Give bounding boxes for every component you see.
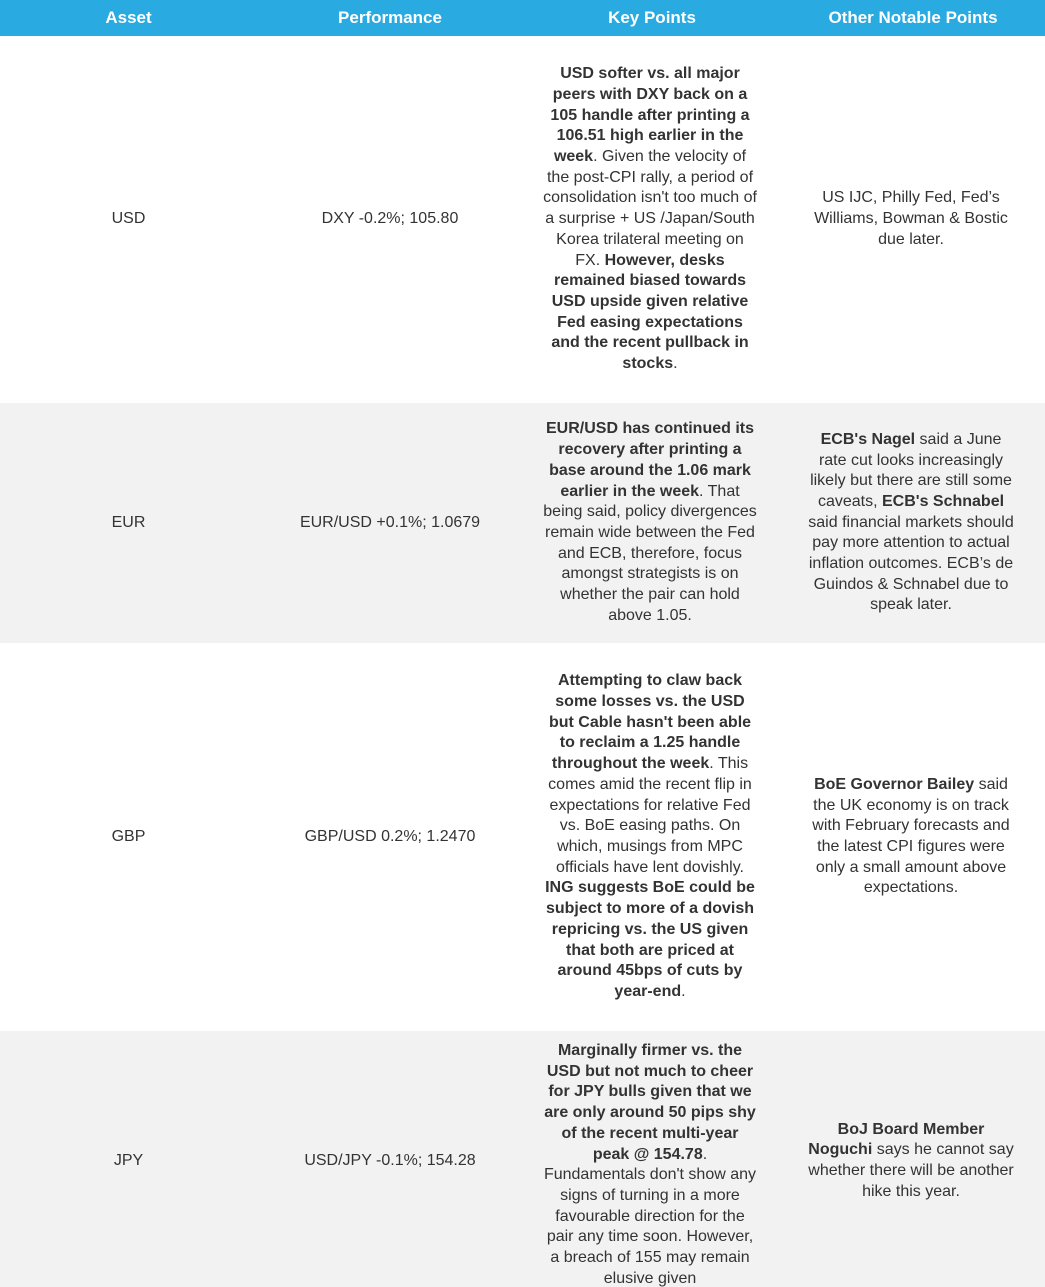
table-row-jpy (0, 1031, 1045, 1287)
key-points-cell (523, 1031, 781, 1287)
header-performance: Performance (338, 8, 442, 27)
table-row-eur (0, 403, 1045, 643)
key-point-segment: Attempting to claw back some losses vs. the USD but Cable hasn't been able to reclaim a 1.25 handle throughout the week (548, 672, 752, 773)
other-points-cell (781, 1031, 1045, 1287)
key-point-segment: ING suggests BoE could be subject to more of a dovish repricing vs. the US given that both are priced at around 45bps of cuts by year-end (545, 879, 755, 1000)
other-point-segment: BoE Governor Bailey (814, 775, 975, 793)
key-points-cell (523, 643, 781, 1031)
asset-cell: EUR (111, 513, 146, 531)
header-key-points: Key Points (608, 8, 696, 27)
key-point-segment: . That being said, policy divergences remain wide between the Fed and ECB, therefore, focus amongst strategists is on whether the pair can hold above 1.05. (543, 482, 757, 624)
other-point-segment: BoJ Board Member Noguchi (808, 1120, 985, 1159)
key-point-segment: . Fundamentals don't show any signs of turning in a more favourable direction for the pair any time soon. However, a breach of 155 may remain elusive given (543, 1145, 757, 1287)
other-point-segment: US IJC, Philly Fed, Fed’s Williams, Bowman & Bostic due later. (814, 189, 1008, 248)
other-points-cell (781, 643, 1045, 1031)
key-point-segment: . (673, 355, 678, 373)
key-point-segment: However, desks remained biased towards USD upside given relative Fed easing expectations and the recent pullback in stocks (551, 251, 749, 373)
performance-cell: DXY -0.2%; 105.80 (321, 210, 459, 228)
performance-cell: GBP/USD 0.2%; 1.2470 (304, 827, 476, 845)
table-row-usd (0, 36, 1045, 403)
asset-cell: USD (111, 210, 146, 228)
key-points-cell (523, 403, 781, 643)
key-point-segment: . This comes amid the recent flip in expectations for relative Fed vs. BoE easing paths. On which, musings from MPC officials have lent dovishly. (548, 755, 752, 876)
other-point-segment: ECB's Schnabel (881, 492, 1005, 510)
other-point-segment: said the UK economy is on track with February forecasts and the latest CPI figures were only a small amount above expectations. (812, 775, 1010, 897)
asset-cell: GBP (111, 827, 146, 845)
key-point-segment: EUR/USD has continued its recovery after printing a base around the 1.06 mark earlier in the week (545, 420, 755, 500)
key-point-segment: . (681, 982, 686, 1000)
other-points-cell (781, 36, 1045, 403)
key-points-cell (523, 36, 781, 403)
other-points-cell (781, 403, 1045, 643)
key-point-segment: USD softer vs. all major peers with DXY back on a 105 handle after printing a 106.51 high earlier in the week (550, 65, 750, 166)
performance-cell: EUR/USD +0.1%; 1.0679 (299, 513, 481, 531)
other-point-segment: ECB's Nagel (820, 430, 916, 448)
table-row-gbp (0, 643, 1045, 1031)
other-point-segment: said financial markets should pay more attention to actual inflation outcomes. ECB’s de Guindos & Schnabel due to speak later. (808, 513, 1014, 614)
asset-cell: JPY (113, 1151, 144, 1169)
other-point-segment: says he cannot say whether there will be another hike this year. (808, 1141, 1014, 1200)
header-other-points: Other Notable Points (828, 8, 998, 27)
other-point-segment: said a June rate cut looks increasingly likely but there are still some caveats, (810, 430, 1012, 510)
key-point-segment: . Given the velocity of the post-CPI rally, a period of consolidation isn't too much of a surprise + US /Japan/South Korea trilateral meeting on FX. (543, 148, 757, 269)
key-point-segment: Marginally firmer vs. the USD but not much to cheer for JPY bulls given that we are only around 50 pips shy of the recent multi-year peak @ 154.78 (544, 1042, 756, 1163)
table-header (0, 0, 1045, 36)
header-asset: Asset (105, 8, 152, 27)
performance-cell: USD/JPY -0.1%; 154.28 (304, 1151, 476, 1169)
